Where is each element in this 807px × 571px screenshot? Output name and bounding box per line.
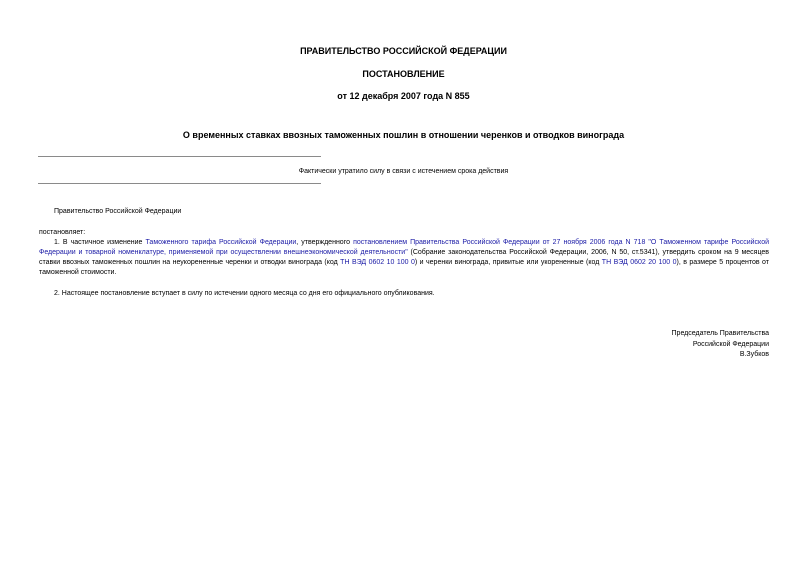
item1-text-2: , утвержденного <box>296 239 354 246</box>
document-date-number: от 12 декабря 2007 года N 855 <box>337 91 470 101</box>
link-tn-ved-0602-10[interactable]: ТН ВЭД 0602 10 100 0 <box>340 259 415 266</box>
item1-text-4: ) и черенки винограда, привитые или укорененные (код <box>414 259 602 266</box>
status-note: Фактически утратило силу в связи с истечением срока действия <box>298 168 509 175</box>
document-type: ПОСТАНОВЛЕНИЕ <box>362 69 445 79</box>
divider-top <box>38 156 321 157</box>
issuing-authority: ПРАВИТЕЛЬСТВО РОССИЙСКОЙ ФЕДЕРАЦИИ <box>300 46 507 56</box>
signature-name: В.Зубков <box>739 351 769 358</box>
link-resolution-718[interactable]: постановлением Правительства Российской Федерации от 27 ноября 2006 года N 718 "О Таможенном тарифе Российской Федерации и товарной номенклатуре, применяемой при осуществлении внешнеэкономической деятельности" <box>39 239 770 256</box>
link-tn-ved-0602-20[interactable]: ТН ВЭД 0602 20 100 0 <box>601 259 677 266</box>
paragraph-item-2: 2. Настоящее постановление вступает в силу по истечении одного месяца со дня его официального опубликования. <box>54 290 435 297</box>
document-title: О временных ставках ввозных таможенных пошлин в отношении черенков и отводков винограда <box>182 130 625 140</box>
signature-organization: Российской Федерации <box>692 341 769 348</box>
item1-text-3: (Собрание законодательства Российской Федерации, 2006, N 50, ст.5341), утвердить сроком на 9 месяцев ставки ввозных таможенных пошлин на неукорененные черенки и отводки винограда (код <box>39 249 770 266</box>
divider-bottom <box>38 183 321 184</box>
signature-position: Председатель Правительства <box>671 330 769 337</box>
item1-text-1: 1. В частичное изменение <box>54 239 146 246</box>
item1-text-5: ), в размере 5 процентов от таможенной стоимости. <box>39 259 769 276</box>
link-customs-tariff[interactable]: Таможенного тарифа Российской Федерации <box>145 239 297 246</box>
paragraph-item-1 <box>39 238 769 278</box>
government-name: Правительство Российской Федерации <box>54 208 182 215</box>
decrees-word: постановляет: <box>39 229 86 236</box>
